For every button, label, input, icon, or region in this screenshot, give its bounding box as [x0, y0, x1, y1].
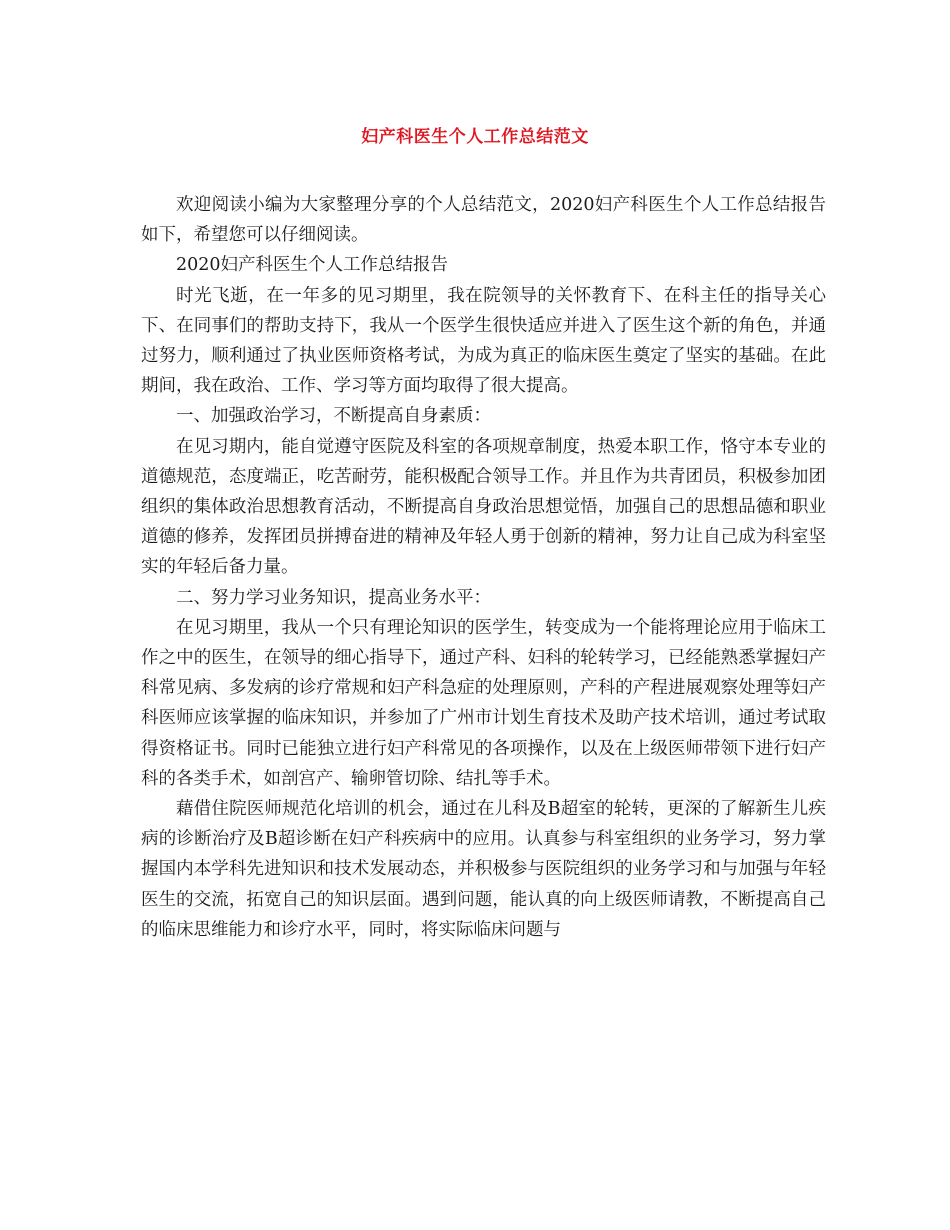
document-title: 妇产科医生个人工作总结范文	[361, 127, 589, 147]
paragraph-political-study: 在见习期内，能自觉遵守医院及科室的各项规章制度，热爱本职工作，恪守本专业的道德规范，态度端正，吃苦耐劳，能积极配合领导工作。并且作为共青团员，积极参加团组织的集体政治思想教育活动，不断提高自身政治思想觉悟，加强自己的思想品德和职业道德的修养，发挥团员拼搏奋进的精神及年轻人勇于创新的精神，努力让自己成为科室坚实的年轻后备力量。	[141, 436, 826, 578]
document-body	[141, 190, 826, 945]
section-heading-professional-study: 二、努力学习业务知识，提高业务水平：	[176, 587, 491, 608]
paragraph-intro: 欢迎阅读小编为大家整理分享的个人总结范文，2020妇产科医生个人工作总结报告如下，希望您可以仔细阅读。	[141, 195, 826, 246]
paragraph-residency-training: 藉借住院医师规范化培训的机会，通过在儿科及B超室的轮转，更深的了解新生儿疾病的诊断治疗及B超诊断在妇产科疾病中的应用。认真参与科室组织的业务学习，努力掌握国内本学科先进知识和技术发展动态，并积极参与医院组织的业务学习和与加强与年轻医生的交流，拓宽自己的知识层面。遇到问题，能认真的向上级医师请教，不断提高自己的临床思维能力和诊疗水平，同时，将实际临床问题与	[141, 799, 826, 940]
paragraph-professional-study: 在见习期里，我从一个只有理论知识的医学生，转变成为一个能将理论应用于临床工作之中的医生，在领导的细心指导下，通过产科、妇科的轮转学习，已经能熟悉掌握妇产科常见病、多发病的诊疗常规和妇产科急症的处理原则，产科的产程进展观察处理等妇产科医师应该掌握的临床知识，并参加了广州市计划生育技术及助产技术培训，通过考试取得资格证书。同时已能独立进行妇产科常见的各项操作，以及在上级医师带领下进行妇产科的各类手术，如剖宫产、输卵管切除、结扎等手术。	[141, 617, 826, 789]
paragraph-overview: 时光飞逝，在一年多的见习期里，我在院领导的关怀教育下、在科主任的指导关心下、在同事们的帮助支持下，我从一个医学生很快适应并进入了医生这个新的角色，并通过努力，顺利通过了执业医师资格考试，为成为真正的临床医生奠定了坚实的基础。在此期间，我在政治、工作、学习等方面均取得了很大提高。	[141, 285, 826, 397]
paragraph-report-title: 2020妇产科医生个人工作总结报告	[176, 255, 449, 276]
section-heading-political-study: 一、加强政治学习，不断提高自身素质：	[176, 406, 491, 427]
